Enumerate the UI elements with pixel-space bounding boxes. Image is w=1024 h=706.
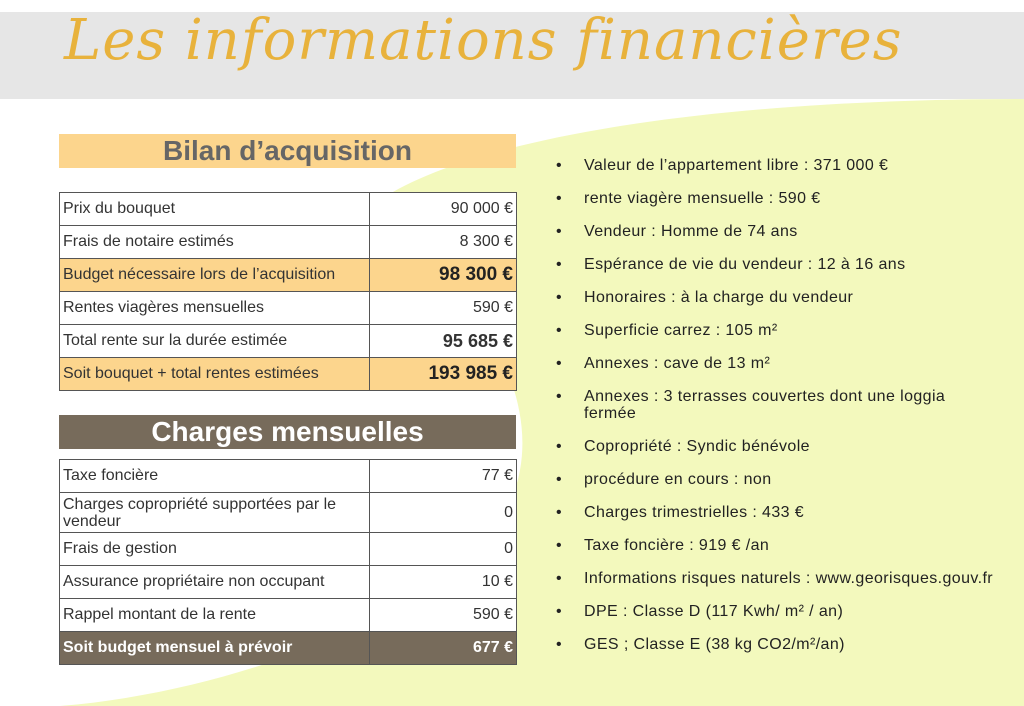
bullet-icon: • bbox=[556, 471, 563, 488]
table-row bbox=[60, 226, 517, 259]
table-row bbox=[60, 599, 517, 632]
table-row bbox=[60, 460, 517, 493]
row-value: 0 bbox=[370, 493, 517, 533]
bullet-icon: • bbox=[556, 322, 563, 339]
row-value: 193 985 € bbox=[370, 358, 517, 391]
list-item bbox=[556, 388, 996, 422]
list-item bbox=[556, 570, 996, 587]
table-row bbox=[60, 533, 517, 566]
row-label bbox=[60, 493, 370, 533]
row-value: 77 € bbox=[370, 460, 517, 493]
row-label-text: Charges copropriété supportées par le vendeur bbox=[63, 495, 337, 530]
row-label: Soit bouquet + total rentes estimées bbox=[60, 358, 370, 391]
list-item bbox=[556, 256, 996, 273]
row-label: Assurance propriétaire non occupant bbox=[60, 566, 370, 599]
list-item bbox=[556, 157, 996, 174]
row-value: 98 300 € bbox=[370, 259, 517, 292]
row-value: 590 € bbox=[370, 599, 517, 632]
fact-text: Superficie carrez : 105 m² bbox=[584, 322, 778, 339]
table-row-highlight bbox=[60, 259, 517, 292]
row-value: 8 300 € bbox=[370, 226, 517, 259]
list-item bbox=[556, 322, 996, 339]
row-value: 95 685 € bbox=[370, 325, 517, 358]
bullet-icon: • bbox=[556, 190, 563, 207]
list-item bbox=[556, 223, 996, 240]
list-item bbox=[556, 471, 996, 488]
bullet-icon: • bbox=[556, 388, 563, 405]
fact-text: Valeur de l’appartement libre : 371 000 € bbox=[584, 157, 889, 174]
row-value: 10 € bbox=[370, 566, 517, 599]
fact-text: Vendeur : Homme de 74 ans bbox=[584, 223, 798, 240]
bilan-title: Bilan d’acquisition bbox=[59, 134, 516, 168]
fact-text: Charges trimestrielles : 433 € bbox=[584, 504, 805, 521]
bullet-icon: • bbox=[556, 256, 563, 273]
fact-text: procédure en cours : non bbox=[584, 471, 772, 488]
fact-text: Copropriété : Syndic bénévole bbox=[584, 438, 810, 455]
table-row bbox=[60, 325, 517, 358]
list-item bbox=[556, 190, 996, 207]
fact-text: Espérance de vie du vendeur : 12 à 16 ans bbox=[584, 256, 906, 273]
row-label: Budget nécessaire lors de l’acquisition bbox=[60, 259, 370, 292]
row-label: Taxe foncière bbox=[60, 460, 370, 493]
list-item bbox=[556, 504, 996, 521]
row-label: Frais de gestion bbox=[60, 533, 370, 566]
row-label: Prix du bouquet bbox=[60, 193, 370, 226]
fact-text: GES ; Classe E (38 kg CO2/m²/an) bbox=[584, 636, 845, 653]
table-row bbox=[60, 566, 517, 599]
bullet-icon: • bbox=[556, 223, 563, 240]
bullet-icon: • bbox=[556, 603, 563, 620]
fact-text: Informations risques naturels : www.georisques.gouv.fr bbox=[584, 570, 994, 587]
bilan-table bbox=[59, 192, 517, 391]
table-row bbox=[60, 493, 517, 533]
bullet-icon: • bbox=[556, 537, 563, 554]
bullet-icon: • bbox=[556, 157, 563, 174]
row-value: 0 bbox=[370, 533, 517, 566]
list-item bbox=[556, 603, 996, 620]
row-value: 590 € bbox=[370, 292, 517, 325]
fact-text: Taxe foncière : 919 € /an bbox=[584, 537, 770, 554]
charges-table bbox=[59, 459, 517, 665]
bullet-icon: • bbox=[556, 636, 563, 653]
table-row-highlight bbox=[60, 358, 517, 391]
fact-text: rente viagère mensuelle : 590 € bbox=[584, 190, 821, 207]
list-item bbox=[556, 438, 996, 455]
table-row bbox=[60, 292, 517, 325]
fact-text: Annexes : 3 terrasses couvertes dont une loggia fermée bbox=[584, 388, 946, 422]
fact-text: Honoraires : à la charge du vendeur bbox=[584, 289, 854, 306]
list-item bbox=[556, 636, 996, 653]
fact-text: Annexes : cave de 13 m² bbox=[584, 355, 771, 372]
table-row-total bbox=[60, 632, 517, 665]
table-row bbox=[60, 193, 517, 226]
charges-title: Charges mensuelles bbox=[59, 415, 516, 449]
bullet-icon: • bbox=[556, 438, 563, 455]
row-label: Rentes viagères mensuelles bbox=[60, 292, 370, 325]
row-value: 90 000 € bbox=[370, 193, 517, 226]
facts-list bbox=[556, 157, 996, 669]
row-label: Rappel montant de la rente bbox=[60, 599, 370, 632]
list-item bbox=[556, 537, 996, 554]
bullet-icon: • bbox=[556, 504, 563, 521]
row-label: Total rente sur la durée estimée bbox=[60, 325, 370, 358]
fact-text: DPE : Classe D (117 Kwh/ m² / an) bbox=[584, 603, 844, 620]
list-item bbox=[556, 355, 996, 372]
list-item bbox=[556, 289, 996, 306]
bullet-icon: • bbox=[556, 355, 563, 372]
page-title: Les informations financières bbox=[64, 8, 903, 73]
row-label: Soit budget mensuel à prévoir bbox=[60, 632, 370, 665]
row-label: Frais de notaire estimés bbox=[60, 226, 370, 259]
bullet-icon: • bbox=[556, 570, 563, 587]
bullet-icon: • bbox=[556, 289, 563, 306]
row-value: 677 € bbox=[370, 632, 517, 665]
